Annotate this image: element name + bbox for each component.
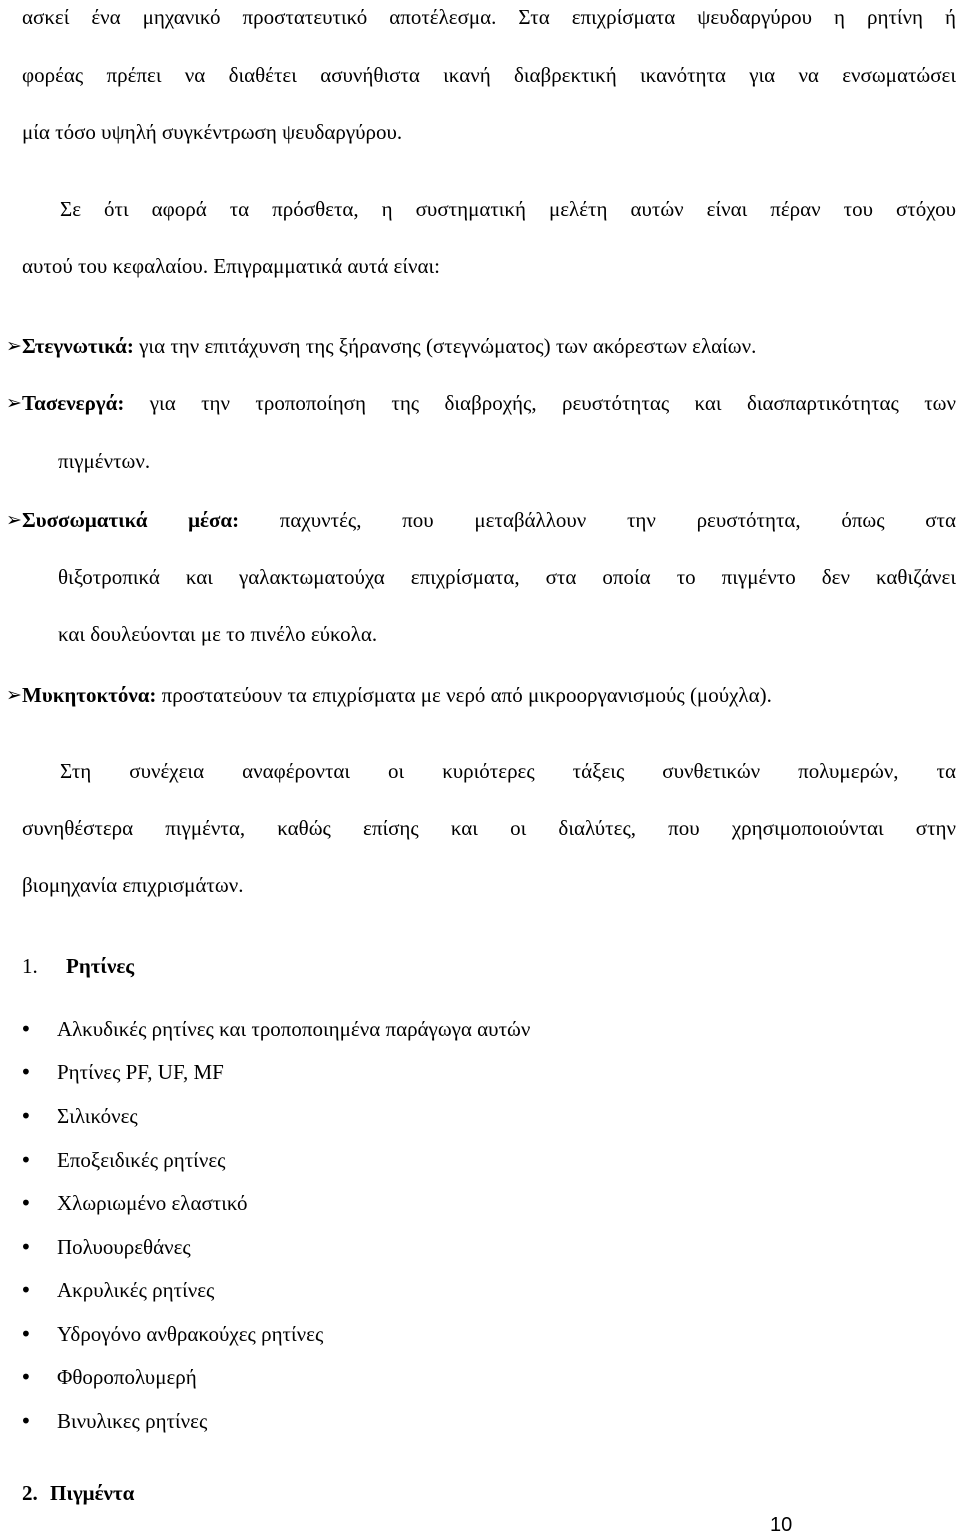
additive-text: για την επιτάχυνση της ξήρανσης (στεγνώματος) των ακόρεστων ελαίων.	[133, 334, 757, 358]
paragraph-line: συνηθέστερα πιγμέντα, καθώς επίσης και οι διαλύτες, που χρησιμοποιούνται στην	[22, 816, 956, 840]
arrow-bullet-icon: ➢	[6, 509, 22, 531]
additive-item	[22, 682, 956, 708]
additive-term: Μυκητοκτόνα:	[22, 683, 157, 707]
arrow-bullet-icon: ➢	[6, 684, 22, 706]
paragraph-line: ασκεί ένα μηχανικό προστατευτικό αποτέλεσμα. Στα επιχρίσματα ψευδαργύρου η ρητίνη ή	[22, 5, 956, 29]
paragraph-line: Στη συνέχεια αναφέρονται οι κυριότερες τάξεις συνθετικών πολυμερών, τα	[60, 759, 956, 783]
paragraph-line: Σε ότι αφορά τα πρόσθετα, η συστηματική μελέτη αυτών είναι πέραν του στόχου	[60, 197, 956, 221]
list-item: Ακρυλικές ρητίνες	[57, 1278, 215, 1302]
additive-text: προστατεύουν τα επιχρίσματα με νερό από μικροοργανισμούς (μούχλα).	[156, 683, 772, 707]
list-item: Φθοροπολυμερή	[57, 1365, 197, 1389]
bullet-icon: •	[20, 1322, 32, 1346]
bullet-icon: •	[20, 1278, 32, 1302]
paragraph-line: αυτού του κεφαλαίου. Επιγραμματικά αυτά είναι:	[22, 254, 440, 278]
section-title: Ρητίνες	[66, 954, 135, 978]
section-title: Πιγμέντα	[50, 1481, 135, 1505]
list-item: Υδρογόνο ανθρακούχες ρητίνες	[57, 1322, 324, 1346]
additive-text: παχυντές, που μεταβάλλουν την ρευστότητα, όπως στα	[239, 508, 956, 532]
additive-term: Συσσωματικά μέσα:	[22, 508, 240, 532]
paragraph-line: φορέας πρέπει να διαθέτει ασυνήθιστα ικανή διαβρεκτική ικανότητα για να ενσωματώσει	[22, 63, 956, 87]
additive-continuation: και δουλεύονται με το πινέλο εύκολα.	[58, 622, 378, 646]
paragraph-line: μία τόσο υψηλή συγκέντρωση ψευδαργύρου.	[22, 120, 403, 144]
additive-item	[22, 333, 956, 359]
bullet-icon: •	[20, 1409, 32, 1433]
section-number: 1.	[22, 954, 38, 978]
additive-term: Τασενεργά:	[22, 391, 125, 415]
bullet-icon: •	[20, 1017, 32, 1041]
bullet-icon: •	[20, 1104, 32, 1128]
page-number: 10	[770, 1514, 793, 1536]
additive-term: Στεγνωτικά:	[22, 334, 134, 358]
paragraph-line: βιομηχανία επιχρισμάτων.	[22, 873, 244, 897]
list-item: Σιλικόνες	[57, 1104, 138, 1128]
bullet-icon: •	[20, 1235, 32, 1259]
additive-item	[22, 507, 956, 533]
additive-text: για την τροποποίηση της διαβροχής, ρευστότητας και διασπαρτικότητας των	[124, 391, 956, 415]
list-item: Εποξειδικές ρητίνες	[57, 1148, 226, 1172]
list-item: Αλκυδικές ρητίνες και τροποποιημένα παράγωγα αυτών	[57, 1017, 531, 1041]
bullet-icon: •	[20, 1060, 32, 1084]
bullet-icon: •	[20, 1191, 32, 1215]
list-item: Βινυλικες ρητίνες	[57, 1409, 208, 1433]
arrow-bullet-icon: ➢	[6, 392, 22, 414]
additive-continuation: θιξοτροπικά και γαλακτωματούχα επιχρίσματα, στα οποία το πιγμέντο δεν καθιζάνει	[58, 565, 956, 589]
bullet-icon: •	[20, 1365, 32, 1389]
bullet-icon: •	[20, 1148, 32, 1172]
additive-continuation: πιγμέντων.	[58, 449, 151, 473]
list-item: Χλωριωμένο ελαστικό	[57, 1191, 248, 1215]
arrow-bullet-icon: ➢	[6, 335, 22, 357]
section-number: 2.	[22, 1481, 38, 1505]
list-item: Ρητίνες PF, UF, MF	[57, 1060, 224, 1084]
additive-item	[22, 390, 956, 416]
list-item: Πολυουρεθάνες	[57, 1235, 191, 1259]
